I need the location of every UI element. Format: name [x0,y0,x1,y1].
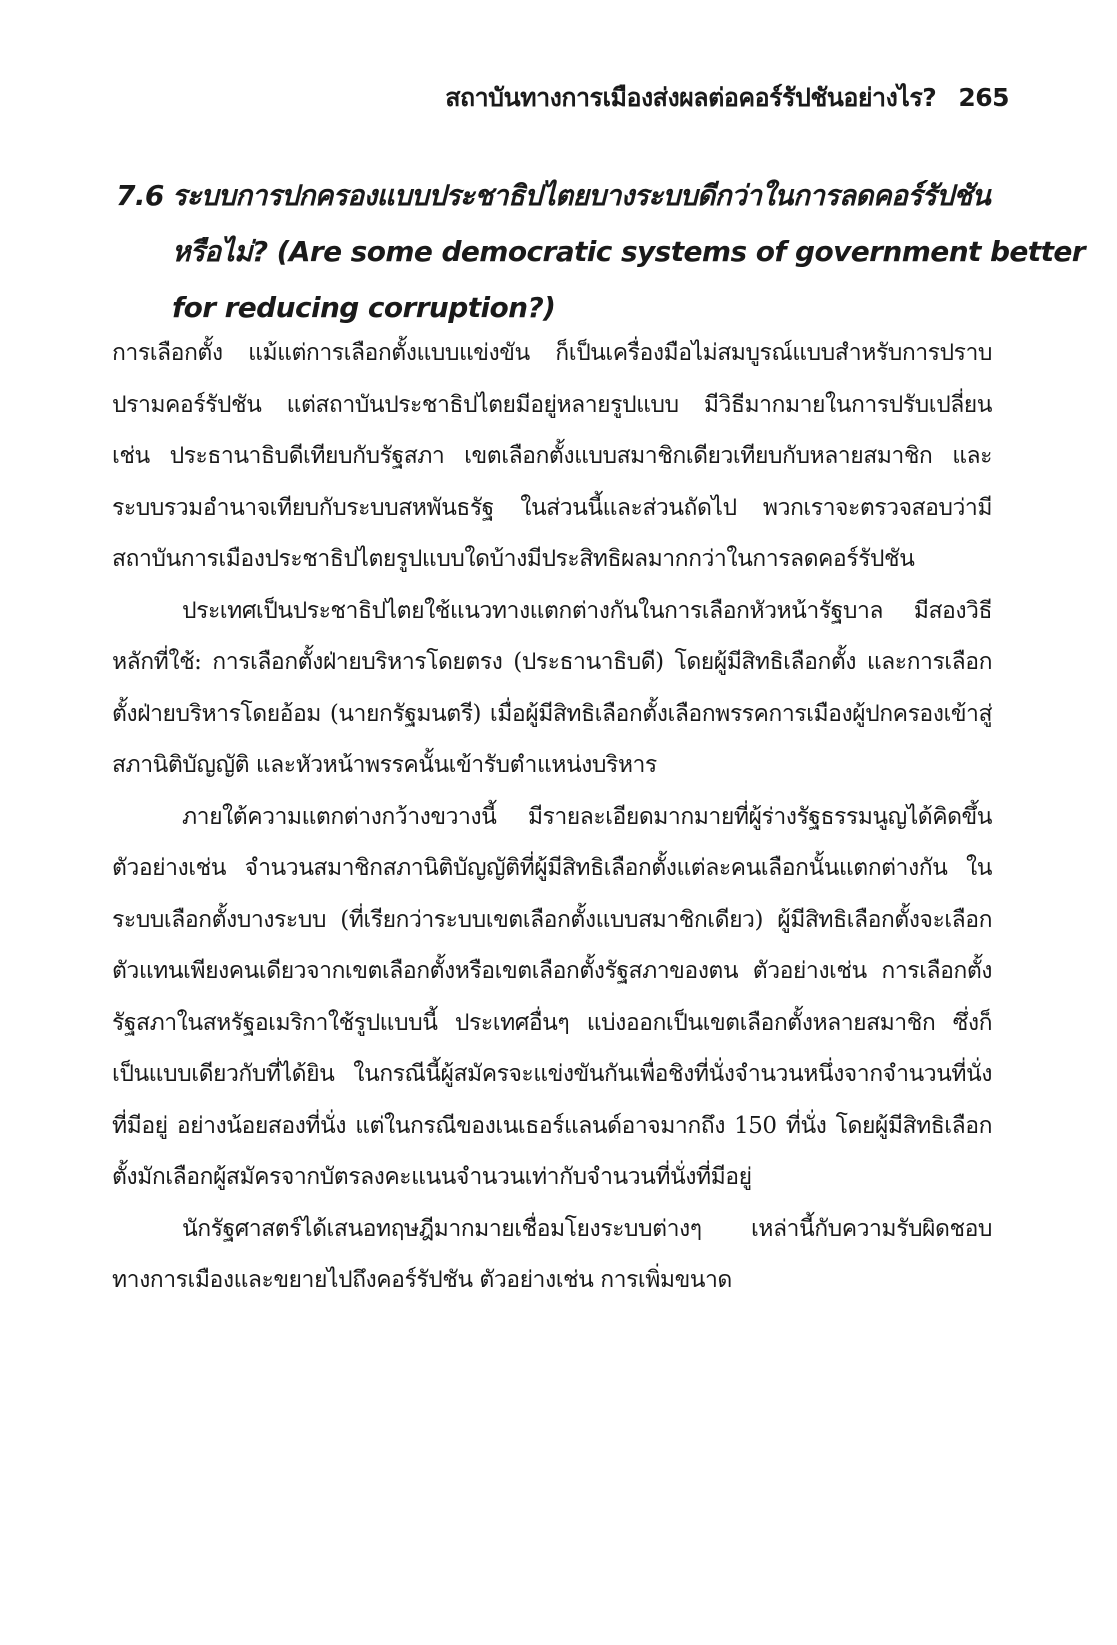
page-number: 265 [958,83,1009,112]
section-number: 7.6 [116,179,164,212]
section-heading-line-2: หรือไม่? (Are some democratic systems of government better [172,235,1085,268]
section-heading [116,168,1085,336]
paragraph-1: การเลือกตั้ง แม้แต่การเลือกตั้งแบบแข่งขัน ก็เป็นเครื่องมือไม่สมบูรณ์แบบสำหรับการปราบปรามคอร์รัปชัน แต่สถาบันประชาธิปไตยมีอยู่หลายรูปแบบ มีวิธีมากมายในการปรับเปลี่ยน เช่น ประธานาธิบดีเทียบกับรัฐสภา เขตเลือกตั้งแบบสมาชิกเดียวเทียบกับหลายสมาชิก และระบบรวมอำนาจเทียบกับระบบสหพันธรัฐ ในส่วนนี้และส่วนถัดไป พวกเราจะตรวจสอบว่ามีสถาบันการเมืองประชาธิปไตยรูปแบบใดบ้างมีประสิทธิผลมากกว่าในการลดคอร์รัปชัน [112,340,992,572]
running-header [445,78,1009,118]
paragraph-2: ประเทศเป็นประชาธิปไตยใช้แนวทางแตกต่างกันในการเลือกหัวหน้ารัฐบาล มีสองวิธีหลักที่ใช้: การเลือกตั้งฝ่ายบริหารโดยตรง (ประธานาธิบดี) โดยผู้มีสิทธิเลือกตั้ง และการเลือกตั้งฝ่ายบริหารโดยอ้อม (นายกรัฐมนตรี) เมื่อผู้มีสิทธิเลือกตั้งเลือกพรรคการเมืองผู้ปกครองเข้าสู่สภานิติบัญญัติ และหัวหน้าพรรคนั้นเข้ารับตำแหน่งบริหาร [112,597,992,778]
section-heading-line-1 [116,168,1016,224]
paragraph-4: นักรัฐศาสตร์ได้เสนอทฤษฎีมากมายเชื่อมโยงระบบต่างๆ เหล่านี้กับความรับผิดชอบทางการเมืองและขยายไปถึงคอร์รัปชัน ตัวอย่างเช่น การเพิ่มขนาด [112,1215,992,1293]
section-heading-line-3: for reducing corruption?) [172,291,556,324]
paragraph-3: ภายใต้ความแตกต่างกว้างขวางนี้ มีรายละเอียดมากมายที่ผู้ร่างรัฐธรรมนูญได้คิดขึ้น ตัวอย่างเช่น จำนวนสมาชิกสภานิติบัญญัติที่ผู้มีสิทธิเลือกตั้งแต่ละคนเลือกนั้นแตกต่างกัน ในระบบเลือกตั้งบางระบบ (ที่เรียกว่าระบบเขตเลือกตั้งแบบสมาชิกเดียว) ผู้มีสิทธิเลือกตั้งจะเลือกตัวแทนเพียงคนเดียวจากเขตเลือกตั้งหรือเขตเลือกตั้งรัฐสภาของตน ตัวอย่างเช่น การเลือกตั้งรัฐสภาในสหรัฐอเมริกาใช้รูปแบบนี้ ประเทศอื่นๆ แบ่งออกเป็นเขตเลือกตั้งหลายสมาชิก ซึ่งก็เป็นแบบเดียวกับที่ได้ยิน ในกรณีนี้ผู้สมัครจะแข่งขันกันเพื่อชิงที่นั่งจำนวนหนึ่งจากจำนวนที่นั่งที่มีอยู่ อย่างน้อยสองที่นั่ง แต่ในกรณีของเนเธอร์แลนด์อาจมากถึง 150 ที่นั่ง โดยผู้มีสิทธิเลือกตั้งมักเลือกผู้สมัครจากบัตรลงคะแนนจำนวนเท่ากับจำนวนที่นั่งที่มีอยู่ [112,803,992,1190]
section-heading-text-1: ระบบการปกครองแบบประชาธิปไตยบางระบบดีกว่าในการลดคอร์รัปชัน [172,179,991,212]
body-text [112,328,992,1307]
running-header-title: สถาบันทางการเมืองส่งผลต่อคอร์รัปชันอย่างไร? [445,83,937,112]
